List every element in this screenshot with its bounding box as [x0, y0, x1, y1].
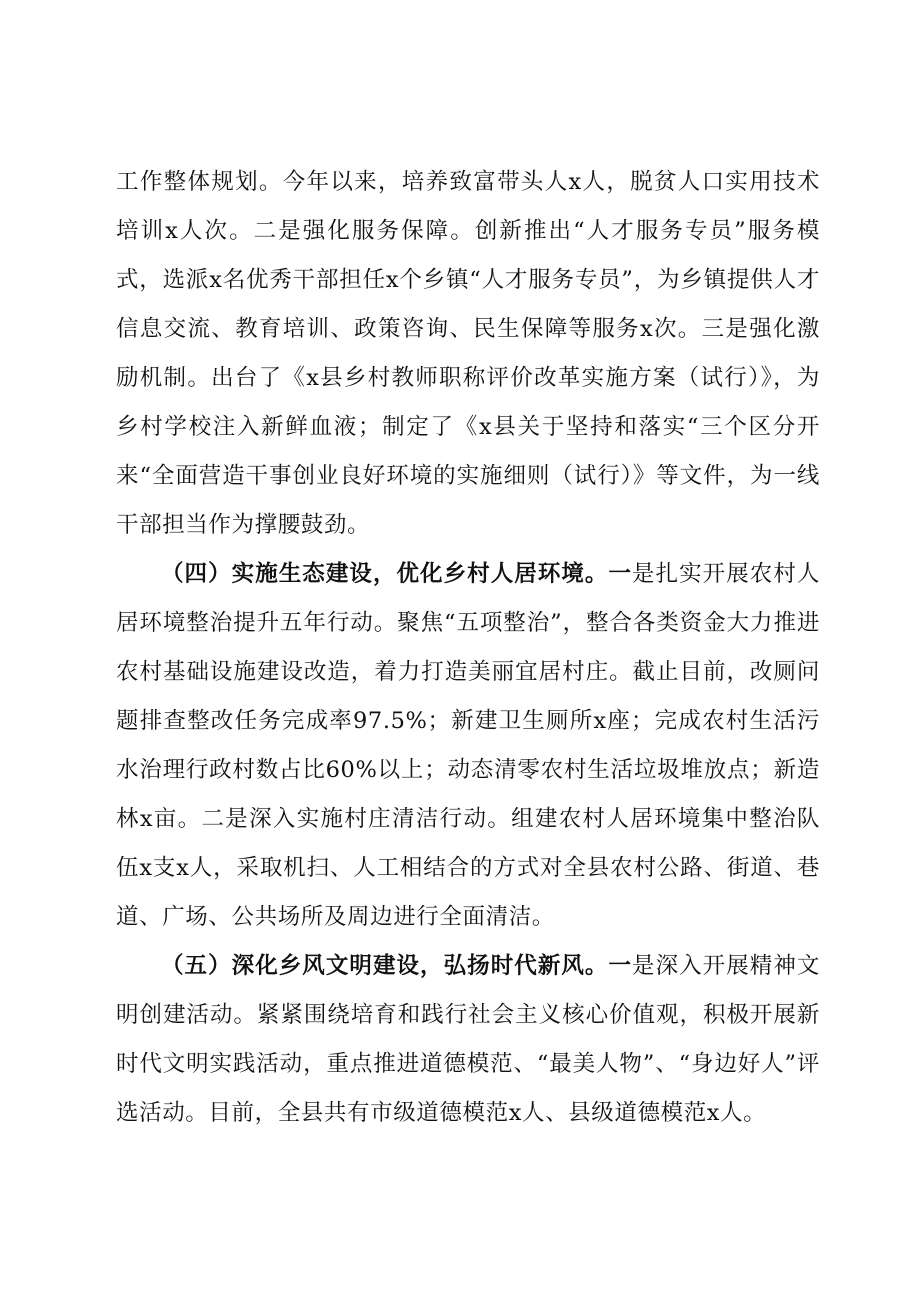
paragraph-continuation: [116, 158, 820, 550]
paragraph-text: 是深入开展精神文明创建活动。紧紧围绕培育和践行社会主义核心价值观，积极开展新时代文明实践活动，重点推进道德模范、“最美人物”、“身边好人”评选活动。目前，全县共有市级道德模范x人、县级道德模范x人。: [116, 953, 820, 1126]
paragraph-text: 工作整体规划。今年以来，培养致富带头人x人，脱贫人口实用技术培训x人次。二是强化服务保障。创新推出“人才服务专员”服务模式，选派x名优秀干部担任x个乡镇“人才服务专员”，为乡镇提供人才信息交流、教育培训、政策咨询、民生保障等服务x次。三是强化激励机制。出台了《x县乡村教师职称评价改革实施方案（试行）》，为乡村学校注入新鲜血液；制定了《x县关于坚持和落实“三个区分开来“全面营造干事创业良好环境的实施细则（试行）》等文件，为一线干部担当作为撑腰鼓劲。: [116, 169, 820, 538]
paragraph-text: 是扎实开展农村人居环境整治提升五年行动。聚焦“五项整治”，整合各类资金大力推进农村基础设施建设改造，着力打造美丽宜居村庄。截止目前，改厕问题排查整改任务完成率97.5%；新建卫生厕所x座；完成农村生活污水治理行政村数占比60%以上；动态清零农村生活垃圾堆放点；新造林x亩。二是深入实施村庄清洁行动。组建农村人居环境集中整治队伍x支x人，采取机扫、人工相结合的方式对全县农村公路、街道、巷道、广场、公共场所及周边进行全面清洁。: [116, 561, 820, 930]
section-heading-5: （五）深化乡风文明建设，弘扬时代新风。一: [161, 953, 633, 979]
section-heading-4: （四）实施生态建设，优化乡村人居环境。一: [161, 561, 633, 587]
paragraph-ecology: [116, 550, 820, 942]
document-body: [116, 158, 820, 1138]
paragraph-civilization: [116, 942, 820, 1138]
